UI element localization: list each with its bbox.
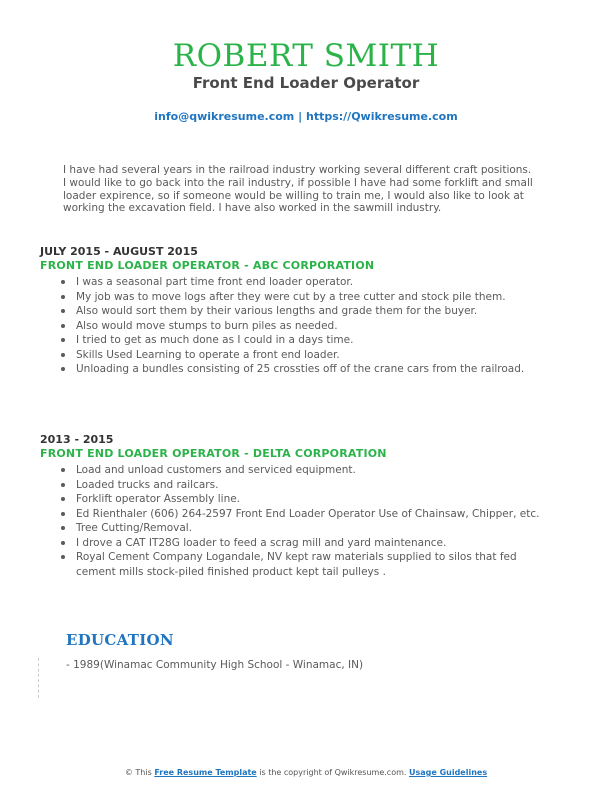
contact-separator: | [298,110,303,123]
footer-middle: is the copyright of Qwikresume.com. [259,768,407,777]
bullet-item: I was a seasonal part time front end loader operator. [76,275,540,290]
website-link[interactable]: https://Qwikresume.com [305,110,458,123]
bullet-item: Ed Rienthaler (606) 264-2597 Front End Loader Operator Use of Chainsaw, Chipper, etc. [76,507,540,520]
job-bullets [40,275,540,377]
job-dates: JULY 2015 - AUGUST 2015 [40,245,198,258]
experience-entry [40,245,540,377]
email-link[interactable]: info@qwikresume.com [154,110,295,123]
education-heading: EDUCATION [66,631,174,649]
bullet-item: I drove a CAT IT28G loader to feed a scrag mill and yard maintenance. [76,536,540,551]
bullet-item: Also would move stumps to burn piles as needed. [76,319,540,334]
bullet-item: Tree Cutting/Removal. [76,521,540,536]
bullet-item: Skills Used Learning to operate a front end loader. [76,348,540,363]
contact-line [0,110,612,124]
experience-entry [40,433,540,579]
bullet-item: My job was to move logs after they were cut by a tree cutter and stock pile them. [76,290,540,305]
free-resume-template-link[interactable]: Free Resume Template [154,768,257,777]
usage-guidelines-link[interactable]: Usage Guidelines [408,768,488,777]
candidate-name: ROBERT SMITH [172,38,440,74]
copyright-footer [0,768,612,777]
bullet-item: I tried to get as much done as I could in a days time. [76,333,540,348]
job-position: FRONT END LOADER OPERATOR - DELTA CORPORATION [40,447,387,460]
education-item: - 1989(Winamac Community High School - Winamac, IN) [66,659,364,671]
bullet-item: Forklift operator Assembly line. [76,492,540,507]
bullet-item: Load and unload customers and serviced equipment. [76,463,540,478]
job-dates: 2013 - 2015 [40,433,114,446]
job-title: Front End Loader Operator [192,74,420,92]
summary-paragraph: I have had several years in the railroad industry working several different craft positions. I would like to go back into the rail industry, if possible I have had some forklift and small loader expirence, so if someone would be willing to train me, I would also like to look at working the excavation field. I have also worked in the sawmill industry. [63,164,533,215]
resume-header [0,38,612,124]
bullet-item: Also would sort them by their various lengths and grade them for the buyer. [76,304,540,319]
job-bullets [40,463,540,579]
education-divider [38,658,39,698]
bullet-item: Unloading a bundles consisting of 25 crossties off of the crane cars from the railroad. [76,362,540,377]
footer-prefix: © This [124,768,152,777]
bullet-item: Loaded trucks and railcars. [76,478,540,493]
job-position: FRONT END LOADER OPERATOR - ABC CORPORATION [40,259,375,272]
bullet-item: Royal Cement Company Logandale, NV kept raw materials supplied to silos that fed cement mills stock-piled finished product kept tail pulleys . [76,550,540,579]
